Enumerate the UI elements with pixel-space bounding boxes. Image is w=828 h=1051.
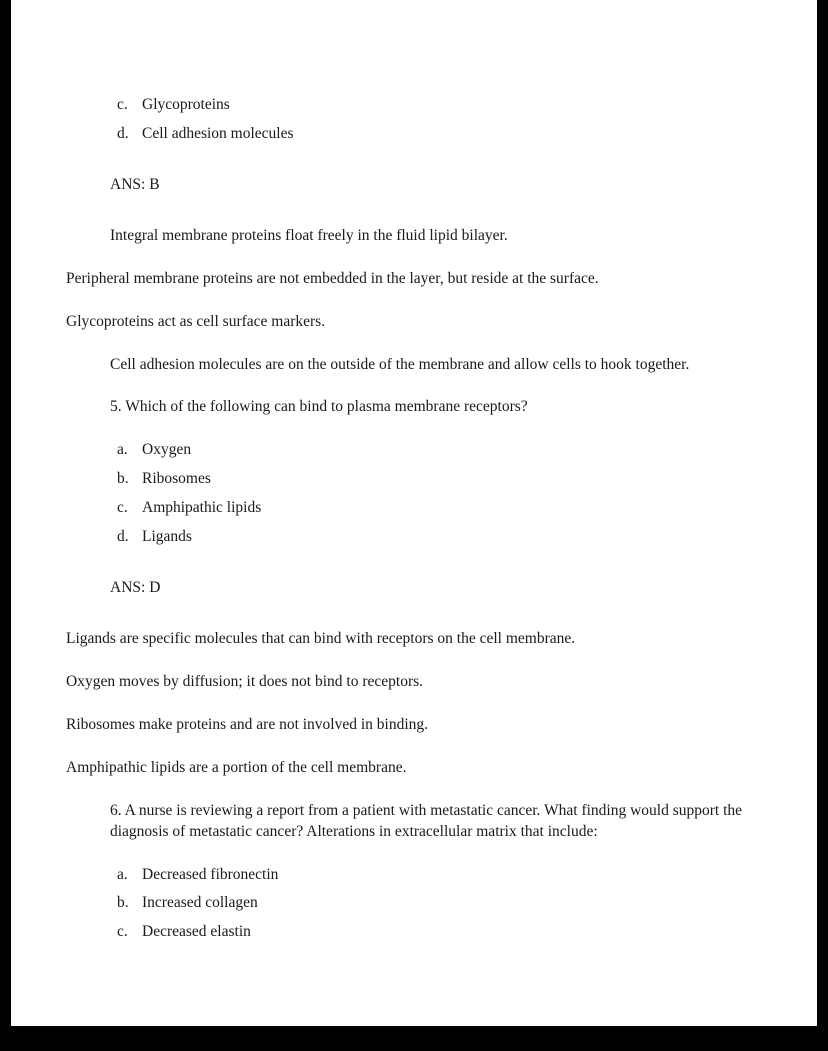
block-spacer xyxy=(11,736,817,758)
list-item-label: Increased collagen xyxy=(142,894,258,912)
paragraph: Glycoproteins act as cell surface markers. xyxy=(66,312,326,330)
block-spacer xyxy=(11,914,817,922)
block-spacer xyxy=(11,247,817,269)
paragraph: ANS: D xyxy=(110,579,161,597)
list-item-label: Ligands xyxy=(142,528,192,546)
list-item-label: Ribosomes xyxy=(142,470,211,488)
block-spacer xyxy=(11,548,817,578)
list-item-marker: a. xyxy=(117,865,128,883)
block-spacer xyxy=(11,116,817,124)
paragraph: Integral membrane proteins float freely in the fluid lipid bilayer. xyxy=(110,226,508,244)
paragraph: Peripheral membrane proteins are not embedded in the layer, but reside at the surface. xyxy=(66,269,599,287)
list-item-label: Oxygen xyxy=(142,441,192,459)
block-spacer xyxy=(11,461,817,469)
list-item-marker: c. xyxy=(117,96,128,113)
block-spacer xyxy=(11,693,817,715)
block-spacer xyxy=(11,779,817,801)
list-item-marker: d. xyxy=(117,528,129,546)
paragraph: Amphipathic lipids are a portion of the cell membrane. xyxy=(66,758,407,776)
list-item-marker: a. xyxy=(117,441,128,459)
block-spacer xyxy=(11,196,817,226)
paragraph: 5. Which of the following can bind to plasma membrane receptors? xyxy=(110,398,528,416)
block-spacer xyxy=(11,290,817,312)
list-item xyxy=(117,440,817,461)
paragraph: Ligands are specific molecules that can bind with receptors on the cell membrane. xyxy=(66,629,576,647)
block-spacer xyxy=(11,490,817,498)
list-item-marker: c. xyxy=(117,923,128,941)
page-top-margin xyxy=(11,0,817,95)
list-item-marker: c. xyxy=(117,499,128,517)
block-spacer xyxy=(11,333,817,355)
list-item-label: Amphipathic lipids xyxy=(142,499,262,517)
block-spacer xyxy=(11,885,817,893)
block-spacer xyxy=(11,519,817,527)
paragraph: ANS: B xyxy=(110,175,160,193)
list-item xyxy=(117,527,817,548)
block-spacer xyxy=(11,145,817,175)
block-spacer xyxy=(11,375,817,397)
document-content xyxy=(11,0,817,951)
paragraph: Ribosomes make proteins and are not involved in binding. xyxy=(66,715,429,733)
list-item-marker: b. xyxy=(117,470,129,488)
list-item xyxy=(117,922,817,943)
paragraph: Cell adhesion molecules are on the outside of the membrane and allow cells to hook together. xyxy=(110,355,690,373)
block-spacer xyxy=(11,599,817,629)
list-item-label: Cell adhesion molecules xyxy=(142,124,294,142)
list-item-marker: d. xyxy=(117,124,129,142)
list-item xyxy=(117,469,817,490)
block-spacer xyxy=(11,943,817,951)
list-item xyxy=(117,893,817,914)
document-page xyxy=(11,0,817,1026)
block-spacer xyxy=(11,843,817,865)
list-item xyxy=(117,124,817,145)
block-spacer xyxy=(11,418,817,440)
list-item xyxy=(117,865,817,886)
list-item-label: Glycoproteins xyxy=(142,96,230,113)
block-spacer xyxy=(11,650,817,672)
paragraph: Oxygen moves by diffusion; it does not bind to receptors. xyxy=(66,672,424,690)
paragraph: 6. A nurse is reviewing a report from a patient with metastatic cancer. What finding would support the diagnosis of metastatic cancer? Alterations in extracellular matrix that include: xyxy=(110,801,743,840)
list-item xyxy=(117,498,817,519)
list-item xyxy=(117,95,817,116)
list-item-label: Decreased fibronectin xyxy=(142,865,279,883)
list-item-marker: b. xyxy=(117,894,129,912)
list-item-label: Decreased elastin xyxy=(142,923,251,941)
